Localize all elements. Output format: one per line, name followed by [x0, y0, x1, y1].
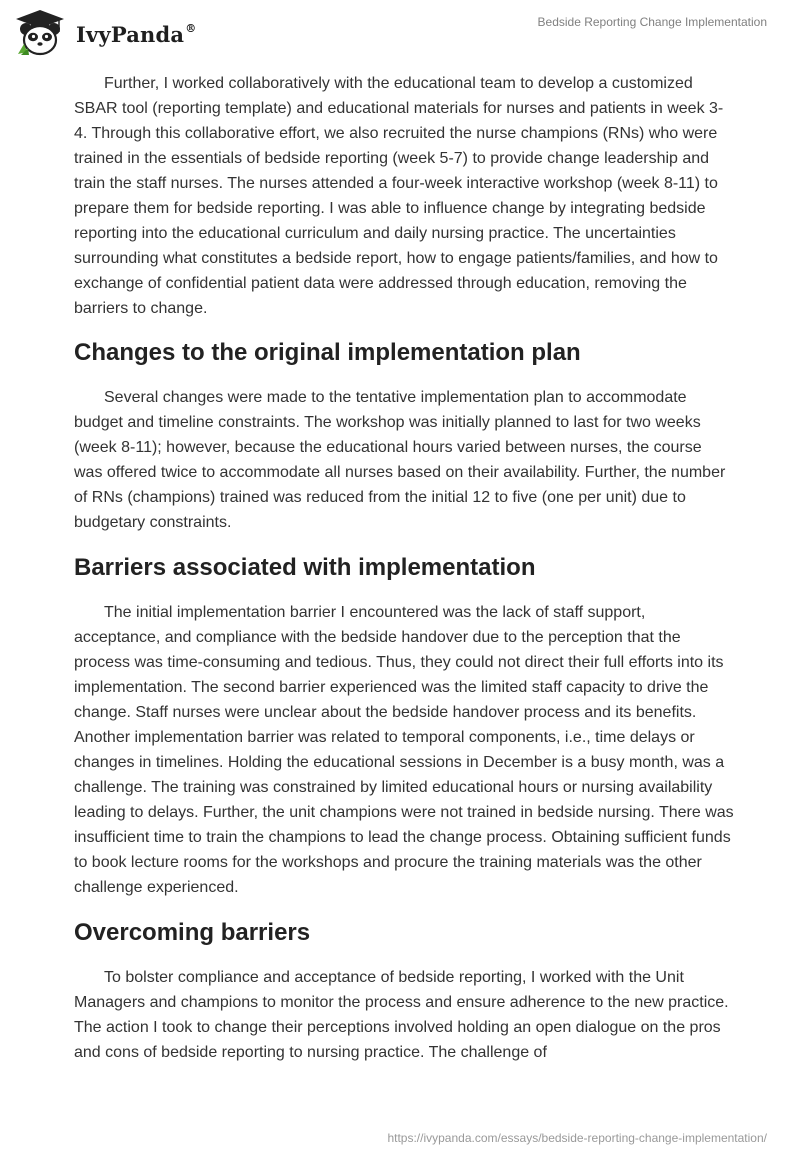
registered-mark: ® [185, 22, 197, 35]
source-url[interactable]: https://ivypanda.com/essays/bedside-reporting-change-implementation/ [387, 1131, 767, 1145]
document-title: Bedside Reporting Change Implementation [537, 15, 767, 29]
paragraph-overcoming: To bolster compliance and acceptance of bedside reporting, I worked with the Unit Managers and champions to monitor the process and ensure adherence to the new practice. The action I took to change their perceptions involved holding an open dialogue on the pros and cons of bedside reporting to nursing practice. The challenge of [74, 969, 729, 1061]
brand-name[interactable] [76, 22, 196, 47]
brand-text: IvyPanda [76, 22, 185, 47]
page-header [0, 0, 800, 62]
heading-changes-to-plan: Changes to the original implementation plan [74, 339, 581, 366]
essay-content [74, 71, 734, 1065]
paragraph-collaboration: Further, I worked collaboratively with the educational team to develop a customized SBAR tool (reporting template) and educational materials for nurses and patients in week 3-4. Through this collaborative effort, we also recruited the nurse champions (RNs) who were trained in the essentials of bedside reporting (week 5-7) to provide change leadership and train the staff nurses. The nurses attended a four-week interactive workshop (week 8-11) to prepare them for bedside reporting. I was able to influence change by integrating bedside reporting into the educational curriculum and daily nursing practice. The uncertainties surrounding what constitutes a bedside report, how to engage patients/families, and how to exchange of confidential patient data were addressed through education, removing the barriers to change. [74, 75, 724, 317]
paragraph-changes: Several changes were made to the tentative implementation plan to accommodate budget and timeline constraints. The workshop was initially planned to last for two weeks (week 8-11); however, because the educational hours varied between nurses, the course was offered twice to accommodate all nurses based on their availability. Further, the number of RNs (champions) trained was reduced from the initial 12 to five (one per unit) due to budgetary constraints. [74, 389, 726, 531]
panda-logo-icon[interactable] [14, 8, 66, 56]
heading-overcoming-barriers: Overcoming barriers [74, 919, 311, 946]
heading-barriers: Barriers associated with implementation [74, 554, 536, 581]
paragraph-barriers: The initial implementation barrier I encountered was the lack of staff support, acceptance, and compliance with the bedside handover due to the perception that the process was time-consuming and tedious. Thus, they could not direct their full efforts into its implementation. The second barrier experienced was the limited staff capacity to drive the change. Staff nurses were unclear about the bedside handover process and its benefits. Another implementation barrier was related to temporal components, i.e., time delays or changes in timelines. Holding the educational sessions in December is a busy month, was a challenge. The training was constrained by limited educational hours or nursing availability leading to delays. Further, the unit champions were not trained in bedside nursing. There was insufficient time to train the champions to lead the change process. Obtaining sufficient funds to book lecture rooms for the workshops and procure the training materials was the other challenge experienced. [74, 604, 734, 896]
